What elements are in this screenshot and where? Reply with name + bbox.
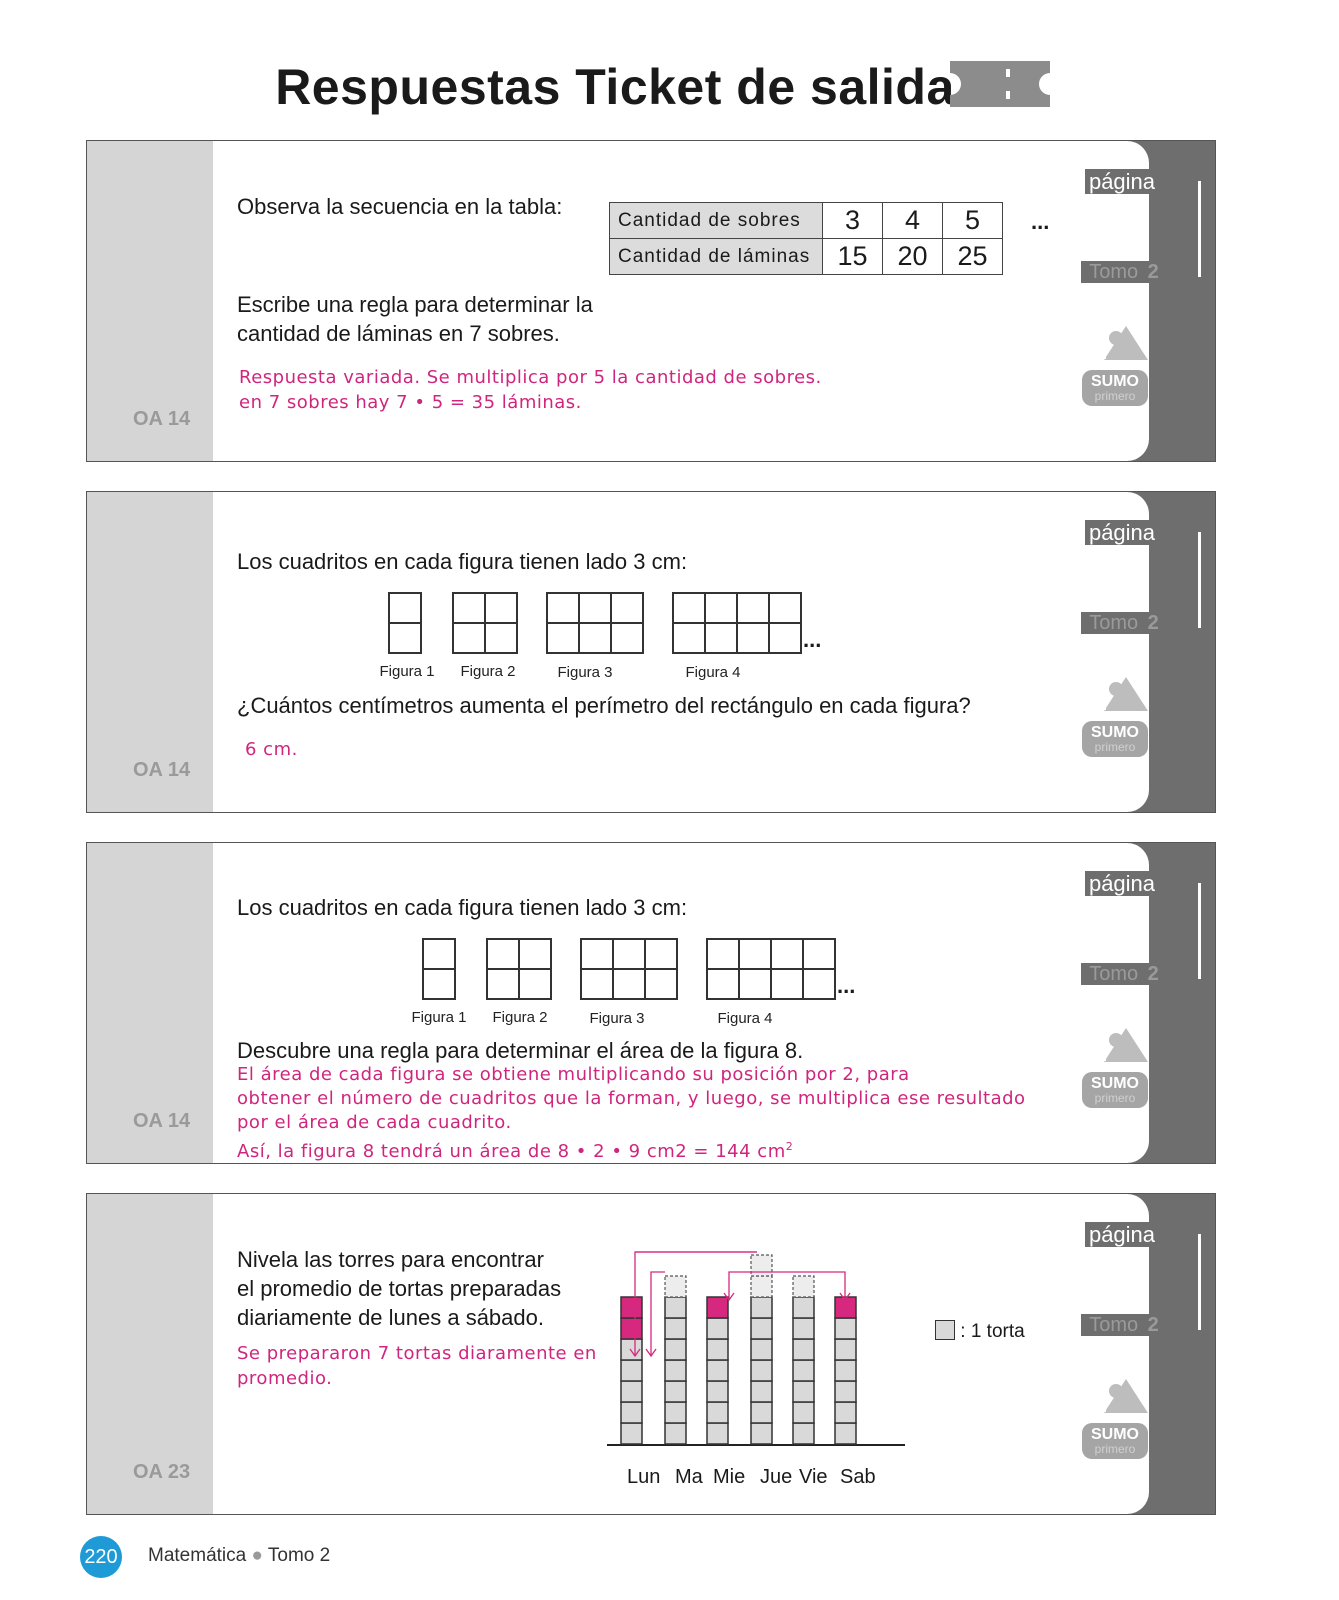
tower-block — [621, 1402, 642, 1423]
answer-line2: obtener el número de cuadritos que la forman, y luego, se multiplica ese resultado — [237, 1088, 1026, 1109]
tower-block — [835, 1360, 856, 1381]
tomo-label: Tomo 2 — [1049, 261, 1195, 284]
day-label: Jue — [760, 1466, 793, 1488]
tower-block — [751, 1381, 772, 1402]
oa-label: OA 14 — [133, 1110, 191, 1132]
oa-label: OA 14 — [133, 408, 191, 430]
figure-label: Figura 1 — [411, 1009, 467, 1026]
tower-block — [835, 1402, 856, 1423]
page-title: Respuestas Ticket de salida — [275, 59, 955, 115]
tower-block — [751, 1402, 772, 1423]
svg-text:SUMO: SUMO — [1091, 1075, 1139, 1092]
answer-line1: Se prepararon 7 tortas diaramente en — [237, 1343, 597, 1364]
answer-line2: en 7 sobres hay 7 • 5 = 35 láminas. — [239, 392, 582, 413]
card-side-strip — [87, 1194, 213, 1514]
tower-block — [793, 1360, 814, 1381]
answer-line1: El área de cada figura se obtiene multiplicando su posición por 2, para — [237, 1064, 910, 1085]
tower-block — [793, 1318, 814, 1339]
answer-line2: promedio. — [237, 1368, 333, 1389]
question-perimeter: ¿Cuántos centímetros aumenta el perímetro del rectángulo en cada figura? — [237, 693, 971, 718]
table-row — [610, 203, 1003, 239]
tower-block — [751, 1318, 772, 1339]
tower-block — [621, 1360, 642, 1381]
figure-label: Figura 2 — [492, 1009, 548, 1026]
row-header-sobres: Cantidad de sobres — [610, 203, 823, 239]
figures-sequence — [421, 937, 841, 1001]
tower-block — [751, 1423, 772, 1444]
tomo-label: Tomo 2 — [1049, 612, 1195, 635]
legend — [935, 1320, 1025, 1343]
tower-block — [707, 1402, 728, 1423]
tower-block — [665, 1339, 686, 1360]
svg-text:primero: primero — [1094, 740, 1136, 754]
ticket-card-35 — [86, 140, 1216, 462]
tower-block — [621, 1381, 642, 1402]
transfer-arrow — [635, 1252, 757, 1356]
page-number: 40 — [1098, 1254, 1146, 1301]
tower-block — [835, 1339, 856, 1360]
figure-label: Figura 2 — [460, 663, 516, 680]
tower-block — [751, 1360, 772, 1381]
moved-block — [751, 1255, 772, 1276]
tower-block — [665, 1381, 686, 1402]
figure-label: Figura 4 — [717, 1010, 773, 1027]
tower-block — [665, 1423, 686, 1444]
legend-text: : 1 torta — [960, 1321, 1025, 1342]
day-label: Sab — [840, 1466, 876, 1488]
card-side-strip — [87, 492, 213, 812]
moved-block — [793, 1276, 814, 1297]
tower-block — [751, 1297, 772, 1318]
figure-label: Figura 3 — [557, 664, 613, 681]
towers-diagram — [607, 1244, 927, 1464]
figure-label: Figura 4 — [685, 664, 741, 681]
tower-block — [835, 1423, 856, 1444]
sumo-primero-logo — [1082, 677, 1154, 759]
question-squares: Los cuadritos en cada figura tienen lado 3 cm: — [237, 895, 688, 920]
ticket-card-36 — [86, 491, 1216, 813]
svg-text:primero: primero — [1094, 1442, 1136, 1456]
block-icon — [935, 1320, 955, 1340]
question-area-rule: Descubre una regla para determinar el área de la figura 8. — [237, 1038, 804, 1063]
sumo-primero-logo — [1082, 326, 1154, 408]
tower-block — [707, 1381, 728, 1402]
table-cell: 15 — [823, 239, 883, 275]
table-cell: 20 — [883, 239, 943, 275]
answer-line1: Respuesta variada. Se multiplica por 5 la cantidad de sobres. — [239, 367, 822, 388]
ticket-icon — [950, 61, 1050, 107]
tower-block — [793, 1423, 814, 1444]
answer-line4: Así, la figura 8 tendrá un área de 8 • 2 • 9 cm2 = 144 $cm^2$ — [237, 1140, 794, 1162]
moved-block — [751, 1276, 772, 1297]
svg-text:primero: primero — [1094, 389, 1136, 403]
sumo-primero-logo — [1082, 1028, 1154, 1110]
tower-block — [793, 1381, 814, 1402]
sequence-table — [609, 202, 1003, 275]
day-label: Vie — [799, 1466, 828, 1488]
figures-ellipsis: ... — [837, 973, 856, 998]
tower-block — [793, 1297, 814, 1318]
table-cell: 5 — [943, 203, 1003, 239]
tower-block — [707, 1297, 728, 1318]
separator-dot: ● — [251, 1545, 263, 1566]
question-squares: Los cuadritos en cada figura tienen lado 3 cm: — [237, 549, 688, 574]
row-header-laminas: Cantidad de láminas — [610, 239, 823, 275]
tower-block — [621, 1297, 642, 1318]
table-row — [610, 239, 1003, 275]
moved-block — [665, 1276, 686, 1297]
question-rule-line1: Escribe una regla para determinar la — [237, 292, 593, 317]
tower-block — [835, 1318, 856, 1339]
page-number: 37 — [1098, 903, 1146, 950]
question-rule-line2: cantidad de láminas en 7 sobres. — [237, 321, 560, 346]
tower-block — [665, 1297, 686, 1318]
footer-subject: Matemática — [148, 1545, 247, 1566]
answer-line3: por el área de cada cuadrito. — [237, 1112, 512, 1133]
oa-label: OA 14 — [133, 759, 191, 781]
figures-sequence — [387, 591, 807, 655]
tower-block — [793, 1339, 814, 1360]
tower-block — [835, 1381, 856, 1402]
table-cell: 25 — [943, 239, 1003, 275]
svg-text:SUMO: SUMO — [1091, 724, 1139, 741]
page-number: 35 — [1098, 201, 1146, 248]
svg-text:SUMO: SUMO — [1091, 1426, 1139, 1443]
day-label: Lun — [627, 1466, 661, 1488]
tower-block — [707, 1423, 728, 1444]
tower-block — [707, 1339, 728, 1360]
svg-text:SUMO: SUMO — [1091, 373, 1139, 390]
page-label: página — [1049, 169, 1195, 195]
table-ellipsis: ... — [1031, 209, 1050, 234]
table-cell: 4 — [883, 203, 943, 239]
figure-label: Figura 3 — [589, 1010, 645, 1027]
transfer-arrow — [651, 1272, 665, 1356]
oa-label: OA 23 — [133, 1461, 191, 1483]
tower-block — [665, 1318, 686, 1339]
page-number-badge: 220 — [80, 1536, 122, 1578]
svg-text:primero: primero — [1094, 1091, 1136, 1105]
question-line2: el promedio de tortas preparadas — [237, 1276, 562, 1301]
tower-block — [751, 1339, 772, 1360]
ticket-card-37 — [86, 842, 1216, 1164]
tower-block — [665, 1402, 686, 1423]
day-label: Mie — [713, 1466, 746, 1488]
question-observe: Observa la secuencia en la tabla: — [237, 194, 563, 219]
card-side-strip — [87, 843, 213, 1163]
card-side-strip — [87, 141, 213, 461]
footer-tomo: Tomo 2 — [267, 1545, 331, 1566]
tower-block — [707, 1360, 728, 1381]
question-line3: diariamente de lunes a sábado. — [237, 1305, 544, 1330]
footer-text — [148, 1545, 330, 1567]
answer: 6 cm. — [245, 739, 298, 760]
tomo-label: Tomo 2 — [1049, 1314, 1195, 1337]
tomo-label: Tomo 2 — [1049, 963, 1195, 986]
page-label: página — [1049, 1222, 1195, 1248]
tower-block — [621, 1423, 642, 1444]
tower-block — [793, 1402, 814, 1423]
page-number: 36 — [1098, 552, 1146, 599]
page-label: página — [1049, 520, 1195, 546]
ticket-card-40 — [86, 1193, 1216, 1515]
tower-block — [665, 1360, 686, 1381]
question-line1: Nivela las torres para encontrar — [237, 1247, 544, 1272]
table-cell: 3 — [823, 203, 883, 239]
tower-block — [707, 1318, 728, 1339]
figures-ellipsis: ... — [803, 627, 822, 652]
day-label: Ma — [675, 1466, 703, 1488]
figure-label: Figura 1 — [379, 663, 435, 680]
page-label: página — [1049, 871, 1195, 897]
sumo-primero-logo — [1082, 1379, 1154, 1461]
tower-block — [621, 1318, 642, 1339]
